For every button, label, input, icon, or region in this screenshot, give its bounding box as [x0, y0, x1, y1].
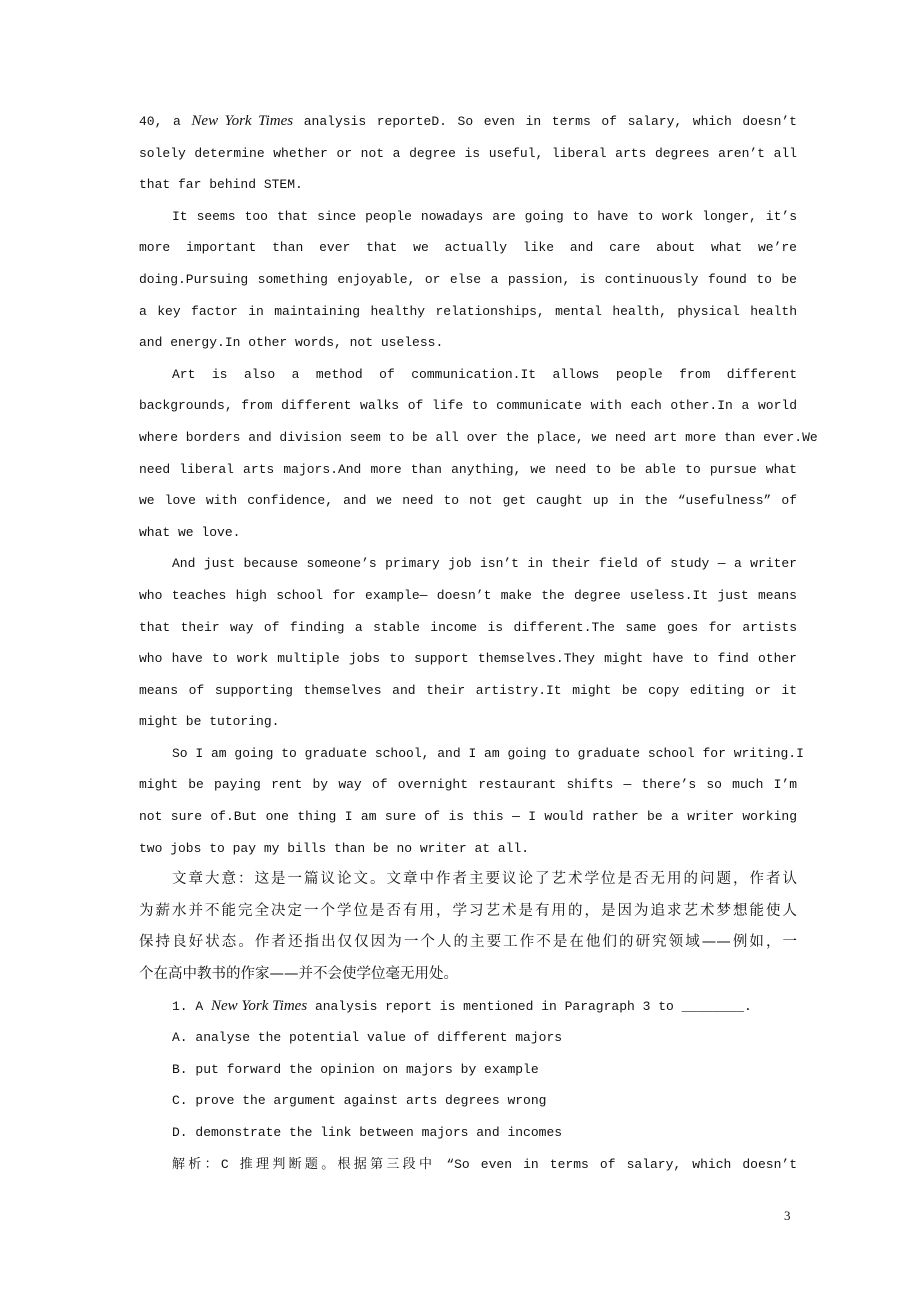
paragraph — [139, 738, 804, 864]
text-segment: and energy.In other words, not useless. — [139, 335, 444, 351]
text-line — [139, 1054, 797, 1086]
text-segment: might be tutoring. — [139, 714, 280, 730]
text-segment: who teaches high school for example— doesn’t make the degree useless.It just means — [139, 587, 797, 603]
text-segment: solely determine whether or not a degree is useful, liberal arts degrees aren’t all — [139, 145, 797, 161]
text-segment: C. prove the argument against arts degrees wrong — [172, 1093, 547, 1109]
text-segment: need liberal arts majors.And more than anything, we need to be able to pursue what — [139, 461, 797, 477]
text-segment: And just because someone’s primary job isn’t in their field of study — a writer — [172, 556, 797, 572]
text-line — [139, 390, 797, 422]
text-line — [139, 580, 797, 612]
text-line — [139, 138, 797, 170]
text-line — [139, 327, 797, 359]
text-segment: B. put forward the opinion on majors by example — [172, 1061, 539, 1077]
text-line — [139, 1117, 797, 1149]
text-line — [139, 485, 797, 517]
text-line — [139, 296, 797, 328]
text-segment: 1. A — [172, 998, 212, 1014]
text-segment: not sure of.But one thing I am sure of is this — I would rather be a writer working — [139, 809, 797, 825]
text-segment: more important than ever that we actually like and care about what we’re — [139, 240, 797, 256]
text-line — [139, 201, 797, 233]
text-line — [139, 864, 797, 896]
text-segment: backgrounds, from different walks of life to communicate with each other.In a world — [139, 398, 797, 414]
text-line — [139, 264, 797, 296]
paragraph — [139, 991, 797, 1181]
text-segment: 个在高中教书的作家——并不会使学位毫无用处。 — [139, 966, 458, 983]
text-segment: what we love. — [139, 524, 241, 540]
text-segment: It seems too that since people nowadays are going to have to work longer, it’s — [172, 208, 797, 224]
text-segment: doing.Pursuing something enjoyable, or else a passion, is continuously found to be — [139, 271, 797, 287]
text-line — [139, 675, 797, 707]
text-segment: two jobs to pay my bills than be no writer at all. — [139, 840, 530, 856]
text-line — [139, 1022, 797, 1054]
text-line — [139, 106, 797, 138]
text-segment: means of supporting themselves and their artistry.It might be copy editing or it — [139, 682, 797, 698]
text-line — [139, 422, 818, 454]
text-line — [139, 833, 797, 865]
text-segment: Art is also a method of communication.It allows people from different — [172, 366, 797, 382]
text-segment: 为薪水并不能完全决定一个学位是否有用，学习艺术是有用的，是因为追求艺术梦想能使人 — [139, 902, 797, 919]
paragraph — [139, 359, 818, 549]
text-segment: 40, a — [139, 114, 192, 129]
text-line — [139, 612, 797, 644]
text-line — [139, 801, 797, 833]
text-line — [139, 959, 797, 991]
text-line — [139, 769, 797, 801]
text-segment: 保持良好状态。作者还指出仅仅因为一个人的主要工作不是在他们的研究领域——例如，一 — [139, 934, 797, 951]
page-number: 3 — [784, 1208, 791, 1223]
text-line — [139, 359, 797, 391]
italic-title: New York Times — [191, 113, 294, 129]
text-line — [139, 232, 797, 264]
text-segment: who have to work multiple jobs to support themselves.They might have to find other — [139, 651, 797, 667]
text-line — [139, 896, 797, 928]
text-segment: a key factor in maintaining healthy relationships, mental health, physical health — [139, 303, 797, 319]
text-segment: might be paying rent by way of overnight restaurant shifts — there’s so much I’m — [139, 777, 797, 793]
text-segment: analysis report is mentioned in Paragraph 3 to ________. — [307, 998, 752, 1014]
italic-title: New York Times — [211, 997, 308, 1014]
text-segment: 解析：C 推理判断题。根据第三段中 “So even in terms of salary, which doesn’t — [172, 1156, 797, 1172]
text-line — [139, 548, 797, 580]
text-line — [139, 738, 804, 770]
text-segment: So I am going to graduate school, and I am going to graduate school for writing.I — [172, 745, 804, 761]
text-line — [139, 1085, 797, 1117]
text-line — [139, 991, 797, 1023]
text-segment: that far behind STEM. — [139, 177, 303, 193]
text-segment: 文章大意：这是一篇议论文。文章中作者主要议论了艺术学位是否无用的问题，作者认 — [172, 871, 797, 888]
text-line — [139, 169, 797, 201]
text-segment: D. demonstrate the link between majors and incomes — [172, 1125, 563, 1140]
paragraph — [139, 864, 797, 990]
paragraph — [139, 548, 797, 738]
text-line — [139, 517, 797, 549]
text-line — [139, 1149, 797, 1181]
text-line — [139, 706, 797, 738]
text-segment: we love with confidence, and we need to not get caught up in the “usefulness” of — [139, 493, 797, 509]
text-line — [139, 643, 797, 675]
text-segment: that their way of finding a stable income is different.The same goes for artists — [139, 619, 797, 635]
text-segment: analysis reporteD. So even in terms of salary, which doesn’t — [293, 114, 797, 129]
document-body — [139, 106, 818, 1180]
paragraph — [139, 201, 797, 359]
paragraph — [139, 106, 797, 201]
text-segment: A. analyse the potential value of different majors — [172, 1030, 563, 1046]
text-line — [139, 454, 797, 486]
text-line — [139, 927, 797, 959]
text-segment: where borders and division seem to be all over the place, we need art more than ever.We — [139, 429, 818, 445]
